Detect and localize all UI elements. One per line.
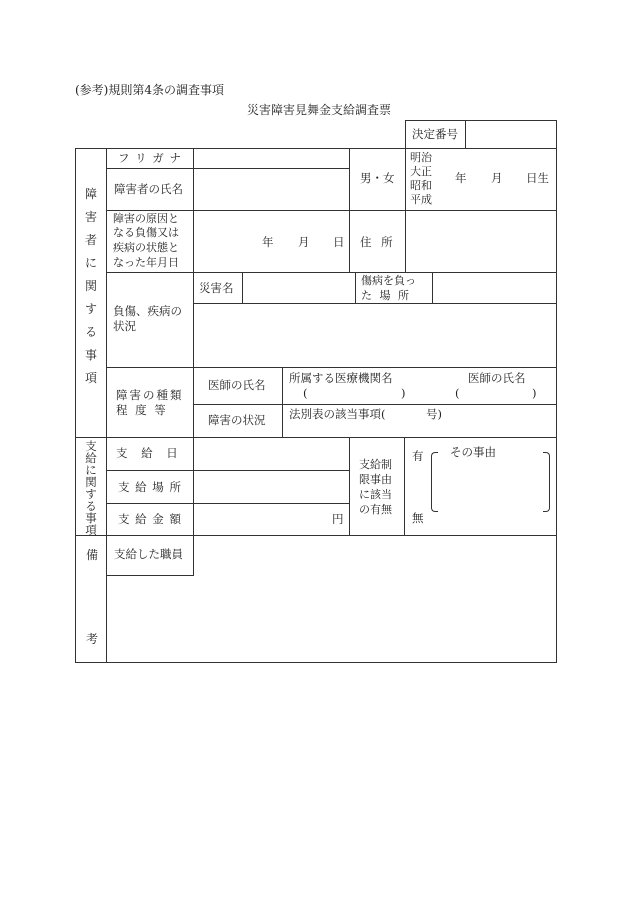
injury-status-field[interactable]: [195, 305, 555, 365]
injury-place-label-line1: 傷病を負っ: [361, 274, 416, 287]
table-right-border: [556, 148, 557, 663]
cause-day-label: 日: [333, 235, 345, 249]
disability-type-label-line1: 障害の種類: [116, 388, 184, 402]
payment-place-row-bottom: [106, 503, 349, 504]
remarks-field[interactable]: [195, 537, 555, 661]
table-bottom-border: [75, 662, 557, 663]
doctor-name-field[interactable]: [464, 386, 530, 401]
payment-amount-field[interactable]: [195, 505, 330, 533]
schedule-item-number-field[interactable]: [395, 407, 423, 422]
payment-date-row-bottom: [106, 470, 349, 471]
payment-section-vertical-label: 支 給 に 関 す る 事 項: [85, 439, 97, 537]
address-label-divider: [405, 210, 406, 272]
reason-field[interactable]: [440, 462, 540, 508]
table-top-border: [75, 148, 557, 149]
schedule-item-suffix: 号): [426, 407, 442, 421]
furigana-label: フ リ ガ ナ: [118, 151, 182, 165]
cause-label-line2: なる負傷又は: [113, 226, 179, 239]
medical-institution-field[interactable]: [312, 386, 400, 401]
cause-label-divider: [193, 210, 194, 272]
payment-amount-unit: 円: [332, 512, 344, 526]
decision-box-right: [556, 120, 557, 148]
disaster-row-bottom: [193, 303, 556, 304]
injury-block-bottom: [106, 367, 556, 368]
decision-box-divider: [465, 120, 466, 148]
disabled-name-field[interactable]: [195, 170, 347, 208]
restriction-label-line1: 支給制: [359, 458, 392, 471]
cause-address-divider: [349, 210, 350, 272]
section-label-column-divider: [106, 148, 107, 663]
staff-label-divider: [193, 535, 194, 575]
payment-restriction-divider: [349, 437, 350, 535]
furigana-row-bottom: [106, 168, 349, 169]
place-value-divider: [432, 272, 433, 303]
payment-place-label: 支 給 場 所: [118, 480, 182, 494]
decision-number-field[interactable]: [467, 122, 555, 146]
section-divider-payment: [75, 437, 557, 438]
form-title: 災害障害見舞金支給調査票: [247, 103, 392, 117]
disability-type-label-line2: 程 度 等: [116, 403, 168, 417]
restriction-no-option[interactable]: 無: [412, 511, 424, 525]
address-field[interactable]: [407, 212, 555, 270]
doctor-label-divider: [282, 367, 283, 437]
decision-box-left: [405, 120, 406, 148]
doctor-name-label-2: 医師の氏名: [468, 371, 526, 385]
institution-paren-close: ): [401, 386, 406, 400]
payment-label-divider: [193, 437, 194, 535]
reason-bracket-left: [431, 452, 438, 512]
cause-label-line1: 障害の原因と: [113, 212, 179, 225]
cause-row-bottom: [106, 272, 556, 273]
cause-year-label: 年: [262, 235, 274, 249]
remarks-vertical-bottom: 考: [86, 632, 99, 646]
doctor-paren-close: ): [532, 386, 537, 400]
medical-institution-label: 所属する医療機関名: [289, 371, 393, 385]
cause-label-line3: 疾病の状態と: [113, 241, 179, 254]
restriction-label-line2: 限事由: [359, 473, 392, 486]
disaster-name-divider: [242, 272, 243, 303]
sex-birth-divider: [405, 148, 406, 210]
disaster-name-field[interactable]: [244, 274, 353, 301]
birth-month-label: 月: [491, 171, 503, 185]
reference-note: (参考)規則第4条の調査事項: [75, 83, 224, 97]
restriction-yes-option[interactable]: 有: [412, 449, 424, 463]
cause-month-label: 月: [298, 235, 310, 249]
disabled-name-label: 障害者の氏名: [114, 182, 183, 196]
doctor-name-label: 医師の氏名: [208, 378, 266, 392]
sex-selector[interactable]: 男・女: [360, 171, 395, 185]
injury-place-label-line2: た 場 所: [361, 289, 411, 302]
furigana-field[interactable]: [195, 150, 347, 167]
payment-date-label: 支 給 日: [116, 446, 183, 460]
disaster-place-divider: [355, 272, 356, 303]
disability-status-label: 障害の状況: [208, 413, 266, 427]
injury-label-line1: 負傷、疾病の: [113, 304, 182, 318]
era-heisei[interactable]: 平成: [410, 193, 432, 206]
injury-label-divider: [193, 272, 194, 367]
payment-place-field[interactable]: [195, 472, 347, 502]
restriction-label-line4: の有無: [359, 503, 392, 516]
name-sex-divider: [349, 148, 350, 210]
restriction-label-divider: [404, 437, 405, 535]
era-taisho[interactable]: 大正: [410, 165, 432, 178]
doctor-row-bottom: [193, 404, 556, 405]
era-showa[interactable]: 昭和: [410, 179, 432, 192]
doctor-paren-open: (: [455, 386, 460, 400]
table-left-border: [75, 148, 76, 663]
decision-number-label: 決定番号: [412, 127, 458, 141]
injury-place-field[interactable]: [434, 274, 555, 301]
institution-paren-open: (: [303, 386, 308, 400]
remarks-vertical-top: 備: [86, 548, 99, 562]
cause-label-line4: なった年月日: [113, 256, 179, 269]
decision-box-top: [405, 120, 557, 121]
birth-day-label: 日生: [526, 171, 549, 185]
disaster-name-label: 災害名: [199, 281, 234, 295]
disabled-section-vertical-label: 障 害 者 に 関 す る 事 項: [84, 187, 97, 385]
reason-bracket-right: [543, 452, 550, 512]
injury-label-line2: 状況: [113, 319, 136, 333]
payment-amount-label: 支 給 金 額: [118, 512, 182, 526]
name-row-bottom: [106, 210, 556, 211]
disability-label-divider: [193, 367, 194, 437]
address-label: 住 所: [360, 235, 396, 249]
birth-year-label: 年: [455, 171, 467, 185]
reason-label: その事由: [450, 445, 496, 459]
era-meiji[interactable]: 明治: [410, 151, 432, 164]
name-label-divider: [193, 148, 194, 210]
payment-date-field[interactable]: [195, 439, 347, 469]
staff-label: 支給した職員: [114, 547, 183, 561]
section-divider-remarks: [75, 535, 557, 536]
restriction-label-line3: に該当: [359, 488, 392, 501]
schedule-item-label: 法別表の該当事項(: [289, 407, 386, 421]
staff-label-bottom: [106, 575, 194, 576]
